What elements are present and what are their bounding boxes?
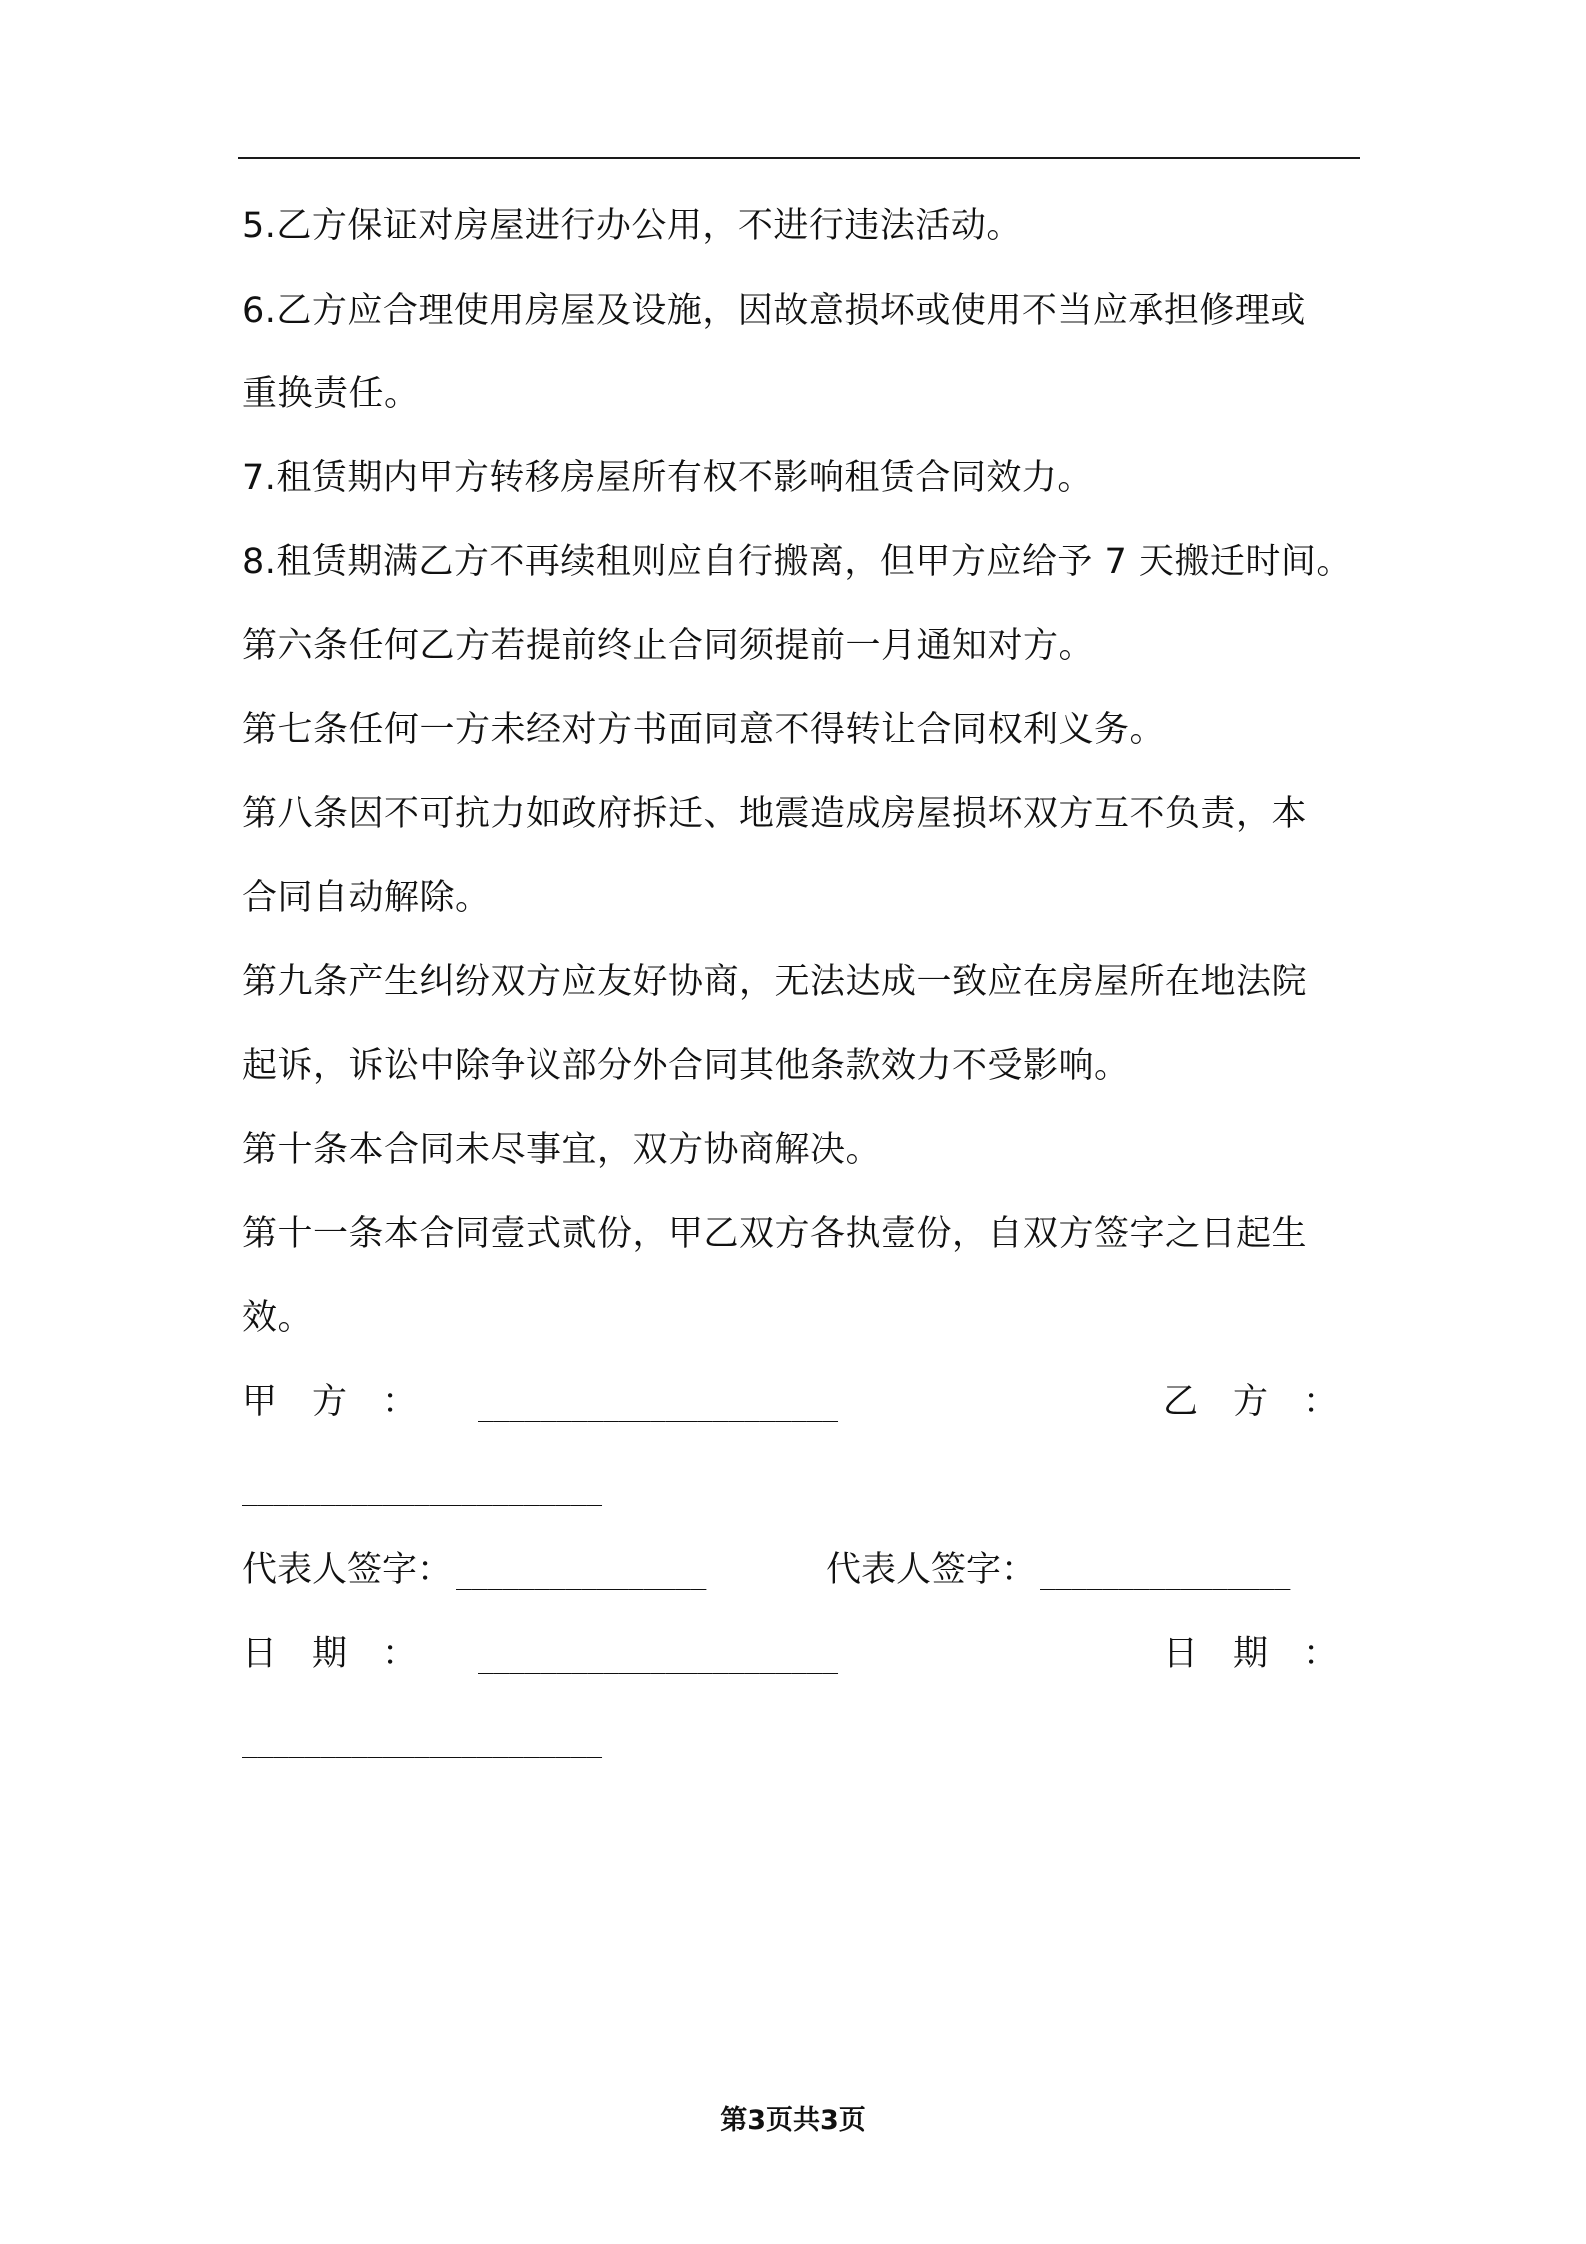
party-a-label: 甲 方 ：: [242, 1382, 418, 1422]
clause-6-line-2: 重换责任。: [242, 374, 420, 414]
rep-b-label: 代表人签字：: [826, 1550, 1037, 1590]
article-9-line-1: 第九条产生纠纷双方应友好协商，无法达成一致应在房屋所在地法院: [242, 962, 1308, 1002]
rep-a-signature-line: ________________: [456, 1561, 707, 1591]
party-b-label: 乙 方 ：: [1163, 1382, 1339, 1422]
article-11-line-2: 效。: [242, 1298, 314, 1338]
date-b-line: _______________________: [242, 1729, 603, 1759]
clause-5: 5.乙方保证对房屋进行办公用，不进行违法活动。: [242, 206, 1022, 246]
clause-6-line-1: 6.乙方应合理使用房屋及设施，因故意损坏或使用不当应承担修理或: [242, 291, 1306, 331]
date-a-line: _______________________: [478, 1645, 839, 1675]
header-rule: [238, 157, 1360, 159]
party-b-signature-line: _______________________: [242, 1477, 603, 1507]
article-8-line-1: 第八条因不可抗力如政府拆迁、地震造成房屋损坏双方互不负责，本: [242, 794, 1308, 834]
article-8-line-2: 合同自动解除。: [242, 878, 491, 918]
article-6: 第六条任何乙方若提前终止合同须提前一月通知对方。: [242, 626, 1095, 666]
article-7: 第七条任何一方未经对方书面同意不得转让合同权利义务。: [242, 710, 1166, 750]
article-10: 第十条本合同未尽事宜，双方协商解决。: [242, 1130, 882, 1170]
article-11-line-1: 第十一条本合同壹式贰份，甲乙双方各执壹份，自双方签字之日起生: [242, 1214, 1308, 1254]
date-a-label: 日 期 ：: [242, 1634, 418, 1674]
article-9-line-2: 起诉，诉讼中除争议部分外合同其他条款效力不受影响。: [242, 1046, 1130, 1086]
date-b-label: 日 期 ：: [1163, 1634, 1339, 1674]
page-number: 第3页共3页: [720, 2105, 866, 2136]
rep-a-label: 代表人签字：: [242, 1550, 453, 1590]
rep-b-signature-line: ________________: [1040, 1561, 1291, 1591]
clause-8: 8.租赁期满乙方不再续租则应自行搬离，但甲方应给予 7 天搬迁时间。: [242, 542, 1352, 582]
party-a-signature-line: _______________________: [478, 1393, 839, 1423]
clause-7: 7.租赁期内甲方转移房屋所有权不影响租赁合同效力。: [242, 458, 1093, 498]
